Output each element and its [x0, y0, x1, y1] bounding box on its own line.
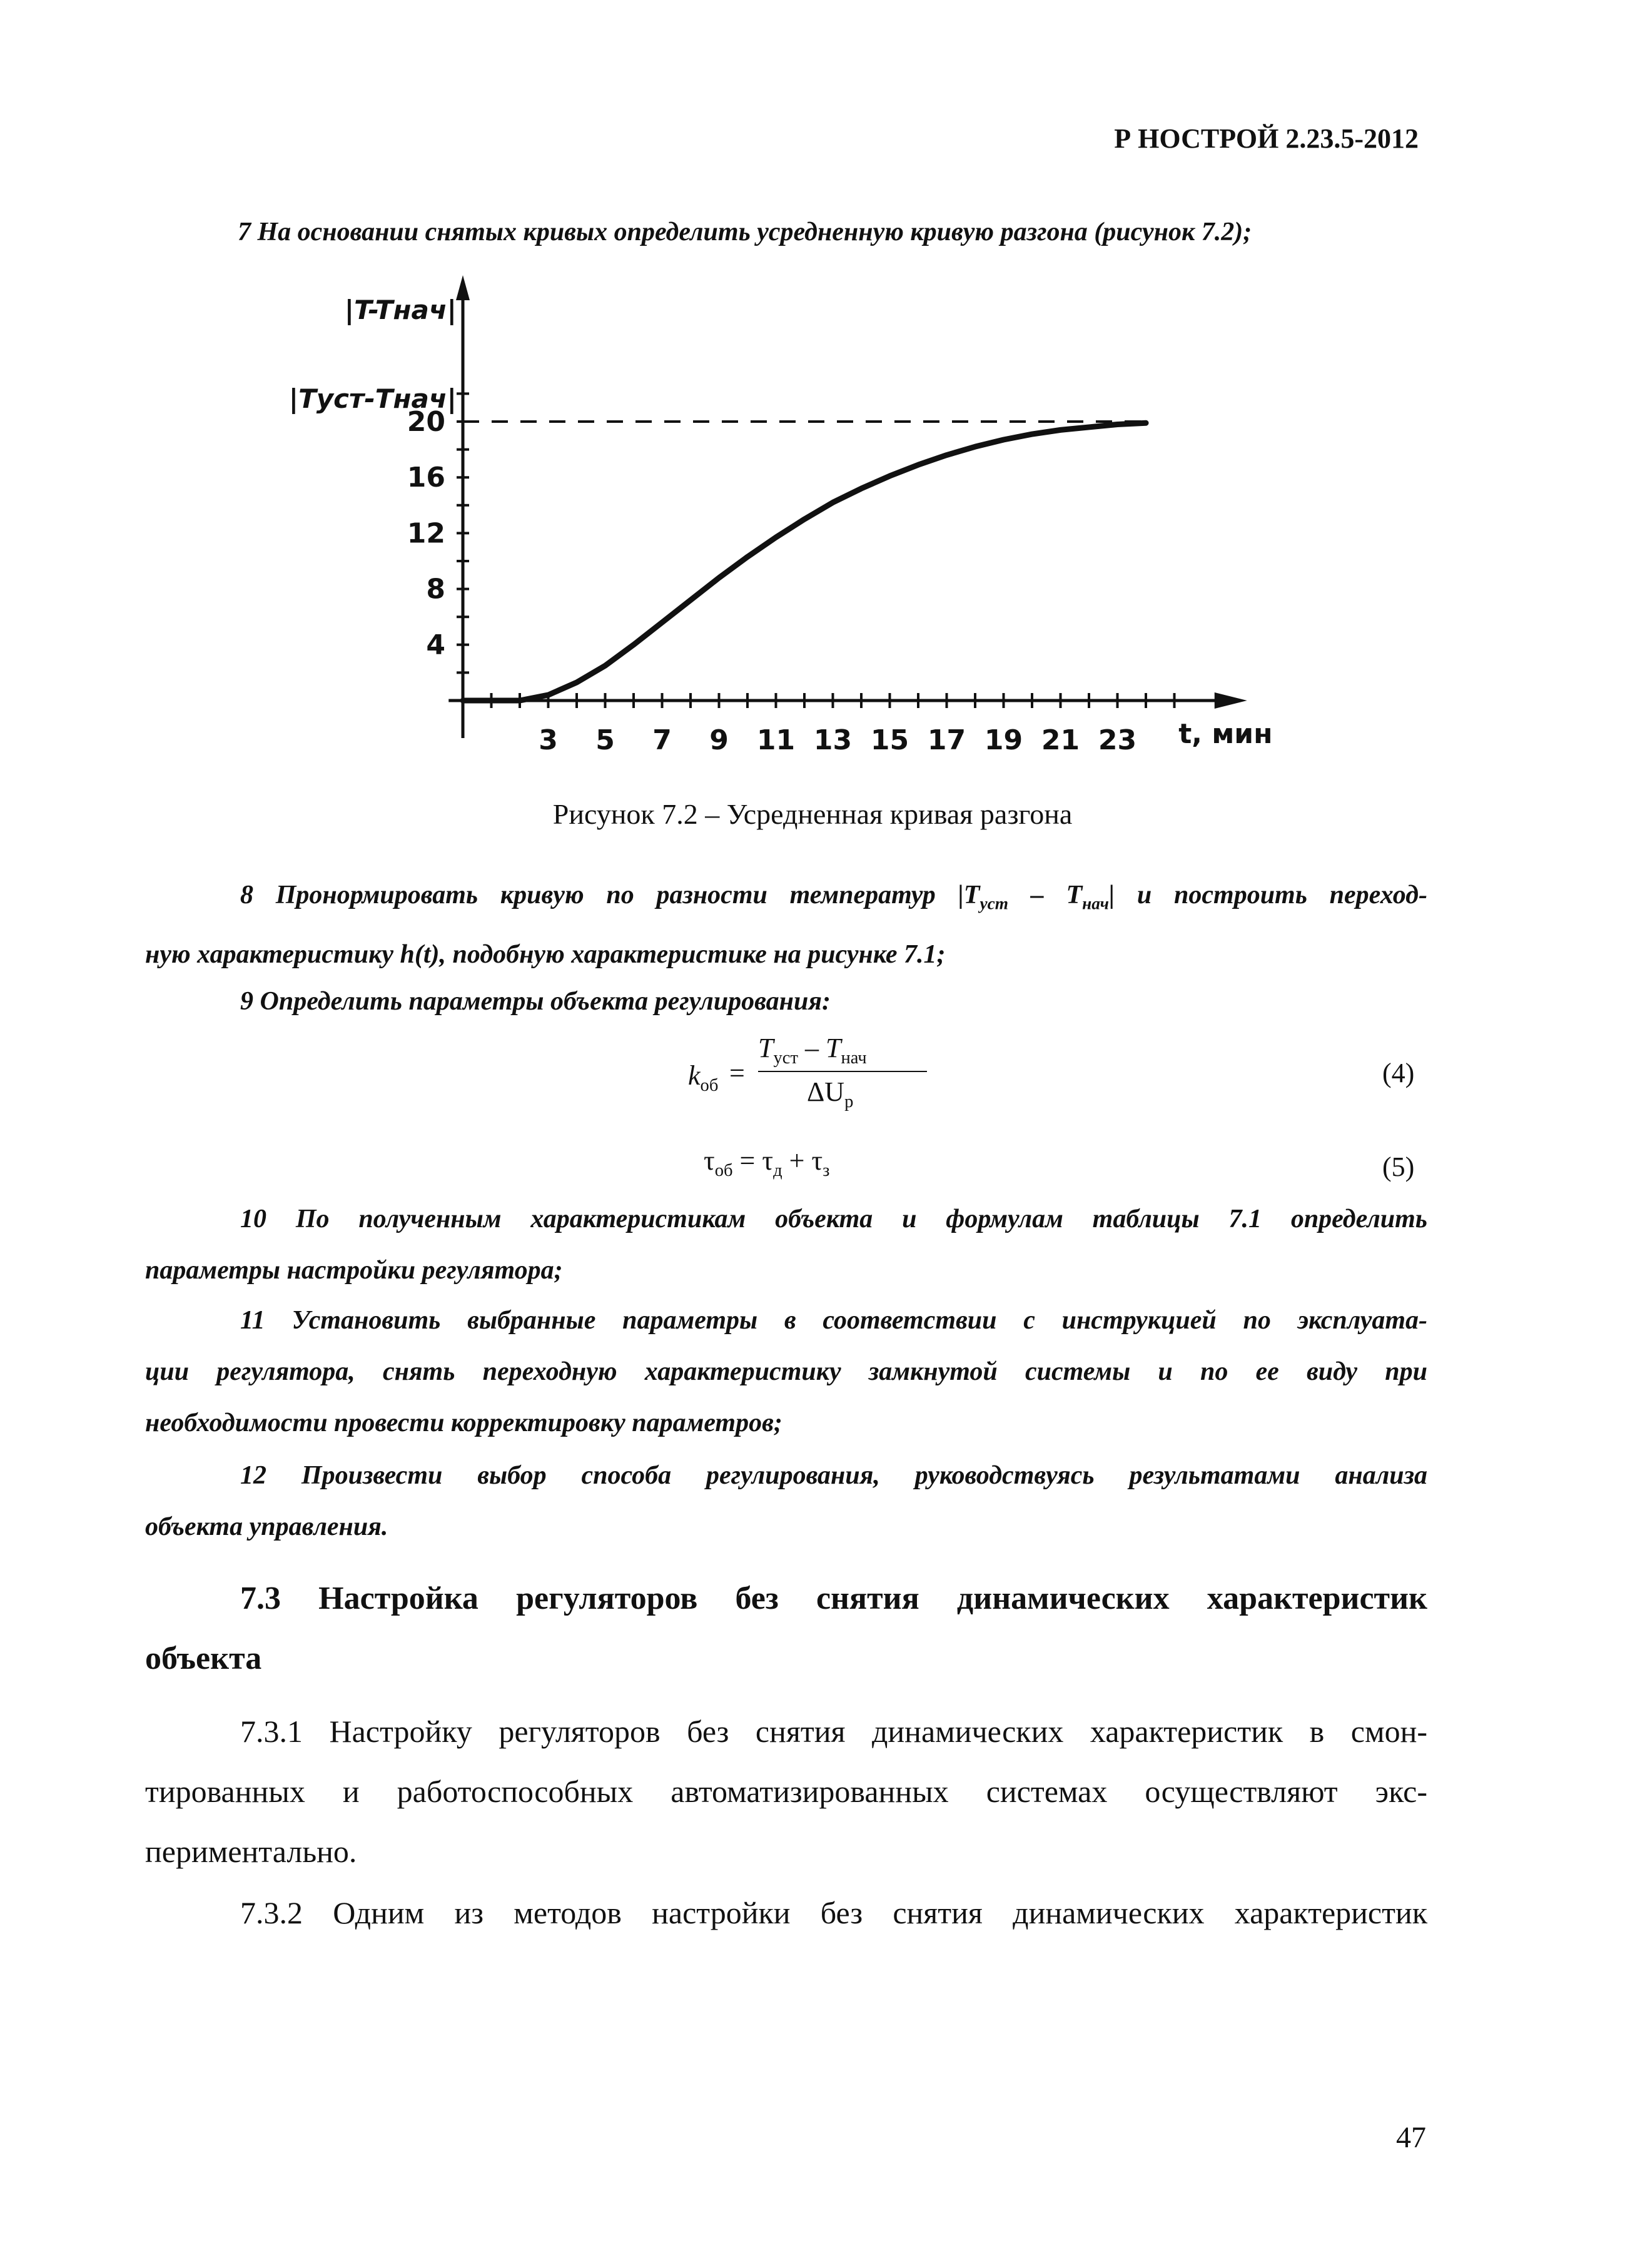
x-tick-label: 15	[870, 724, 909, 756]
section-heading-line-1: 7.3 Настройка регуляторов без снятия динамических характеристик	[240, 1581, 1427, 1616]
formula-4-lhs: $k_{об}$	[688, 1060, 719, 1095]
step-11-line-2: ции регулятора, снять переходную характеристику замкнутой системы и по ее виду при	[145, 1357, 1427, 1386]
step-12-line-1: 12 Произвести выбор способа регулирования, руководствуясь результатами анализа	[240, 1461, 1427, 1490]
step-10	[145, 1193, 1427, 1296]
step-11-line-1: 11 Установить выбранные параметры в соответствии с инструкцией по эксплуата-	[240, 1306, 1427, 1335]
x-tick-label: 11	[756, 724, 796, 756]
step-8-line-2: ную характеристику h(t), подобную характеристике на рисунке 7.1;	[145, 940, 946, 969]
y-tick-label: 4	[426, 629, 445, 661]
paragraph-7-3-1	[145, 1701, 1427, 1881]
y-tick-label: 12	[407, 517, 445, 550]
x-tick-label: 19	[984, 724, 1023, 756]
step-12	[145, 1450, 1427, 1552]
y-tick-label: 20	[407, 406, 445, 438]
step-8-line-1: 8 Пронормировать кривую по разности температур $|T_{уст} - T_{нач}|$ и построить переход-	[240, 881, 1427, 913]
transient-curve	[463, 423, 1146, 701]
x-tick-label: 17	[927, 724, 966, 756]
formula-4-denominator: $\Delta U_р$	[807, 1076, 854, 1111]
formula-5: $\tau_{об} = \tau_д + \tau_з$	[704, 1145, 830, 1180]
x-tick-label: 5	[595, 724, 615, 756]
y-axis-label: |T-Tнач|	[344, 295, 457, 325]
page-number: 47	[1396, 2121, 1426, 2154]
step-11-line-3: необходимости провести корректировку параметров;	[145, 1409, 782, 1437]
formula-4-fraction-bar	[758, 1071, 927, 1072]
step-8	[145, 869, 1427, 980]
x-tick-label: 13	[813, 724, 853, 756]
equation-number-4: (4)	[1382, 1058, 1415, 1088]
x-axis-label: t, мин	[1178, 718, 1273, 750]
section-heading-line-2: объекта	[145, 1641, 262, 1676]
step-11	[145, 1295, 1427, 1449]
step-7: 7 На основании снятых кривых определить усредненную кривую разгона (рисунок 7.2);	[238, 218, 1252, 246]
x-tick-label: 7	[652, 724, 672, 756]
paragraph-7-3-2-line-1: 7.3.2 Одним из методов настройки без снятия динамических характеристик	[240, 1895, 1427, 1930]
equation-number-5: (5)	[1382, 1152, 1415, 1182]
paragraph-7-3-1-line-2: тированных и работоспособных автоматизированных системах осуществляют экс-	[145, 1774, 1427, 1809]
step-10-line-2: параметры настройки регулятора;	[145, 1256, 563, 1285]
step-12-line-2: объекта управления.	[145, 1512, 388, 1541]
x-tick-label: 21	[1041, 724, 1080, 756]
document-code: Р НОСТРОЙ 2.23.5-2012	[1114, 123, 1419, 154]
formula-4-numerator: $T_{уст} - T_{нач}$	[758, 1033, 867, 1068]
formula-4	[688, 1032, 938, 1113]
x-axis-arrow	[1215, 692, 1247, 709]
paragraph-7-3-1-line-3: периментально.	[145, 1834, 357, 1869]
y-axis-arrow	[456, 275, 470, 300]
figure-caption: Рисунок 7.2 – Усредненная кривая разгона	[552, 798, 1073, 830]
step-9: 9 Определить параметры объекта регулирования:	[240, 987, 831, 1016]
step-10-line-1: 10 По полученным характеристикам объекта и формулам таблицы 7.1 определить	[240, 1205, 1427, 1233]
x-tick-label: 3	[539, 724, 558, 756]
y-axis-ratio-label: |Tуст-Tнач|	[288, 383, 457, 414]
section-heading	[145, 1569, 1427, 1689]
x-tick-label: 23	[1098, 724, 1137, 756]
paragraph-7-3-1-line-1: 7.3.1 Настройку регуляторов без снятия динамических характеристик в смон-	[240, 1714, 1427, 1749]
paragraph-7-3-2	[145, 1883, 1427, 1943]
y-tick-label: 8	[426, 573, 445, 605]
x-tick-label: 9	[709, 724, 729, 756]
transient-chart	[288, 275, 1288, 776]
formula-4-eq: =	[729, 1058, 745, 1088]
y-tick-label: 16	[407, 462, 445, 494]
